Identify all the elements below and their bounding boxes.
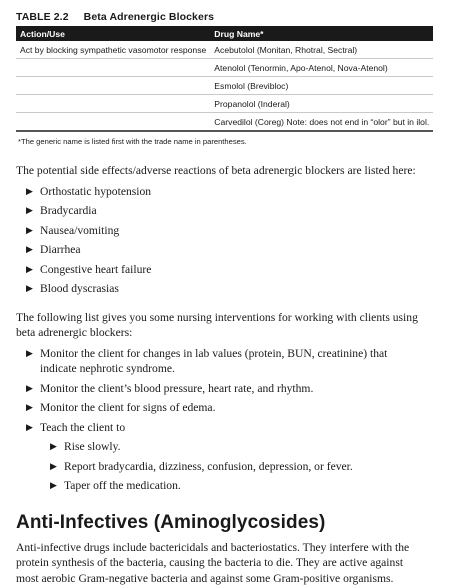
list-item-text: Congestive heart failure <box>40 263 151 276</box>
table-cell-action: Act by blocking sympathetic vasomotor response <box>16 41 210 59</box>
list-item <box>16 381 421 397</box>
list-item <box>16 184 421 200</box>
table-row <box>16 95 433 113</box>
right-triangle-bullet-icon: ▶ <box>50 478 57 494</box>
list-item <box>16 203 421 219</box>
table-number: TABLE 2.2 <box>16 11 69 23</box>
interventions-list <box>16 346 421 494</box>
table-cell-action <box>16 77 210 95</box>
right-triangle-bullet-icon: ▶ <box>26 262 33 278</box>
list-item-text: Taper off the medication. <box>64 479 181 492</box>
list-item <box>16 400 421 416</box>
list-item-text: Rise slowly. <box>64 440 121 453</box>
right-triangle-bullet-icon: ▶ <box>26 420 33 436</box>
table-cell-action <box>16 59 210 77</box>
list-item-text: Monitor the client’s blood pressure, heart rate, and rhythm. <box>40 382 313 395</box>
list-item <box>16 262 421 278</box>
list-item-text: Orthostatic hypotension <box>40 185 151 198</box>
table-cell-drug: Esmolol (Brevibloc) <box>210 77 433 95</box>
table-title: Beta Adrenergic Blockers <box>84 11 214 23</box>
right-triangle-bullet-icon: ▶ <box>26 242 33 258</box>
list-item <box>16 281 421 297</box>
table-cell-drug: Atenolol (Tenormin, Apo-Atenol, Nova-Atenol) <box>210 59 433 77</box>
interventions-intro: The following list gives you some nursing interventions for working with clients using beta adrenergic blockers: <box>16 310 421 341</box>
beta-blockers-table <box>16 26 433 132</box>
right-triangle-bullet-icon: ▶ <box>26 223 33 239</box>
table-row <box>16 77 433 95</box>
teach-client-sublist <box>40 439 421 494</box>
list-item-text: Blood dyscrasias <box>40 282 119 295</box>
list-item <box>16 242 421 258</box>
table-row <box>16 41 433 59</box>
list-item-text: Report bradycardia, dizziness, confusion, depression, or fever. <box>64 460 353 473</box>
right-triangle-bullet-icon: ▶ <box>26 346 33 362</box>
table-header-row <box>16 26 433 41</box>
list-item-text: Bradycardia <box>40 204 97 217</box>
header-action-use: Action/Use <box>16 26 210 41</box>
section-heading: Anti-Infectives (Aminoglycosides) <box>16 512 421 534</box>
right-triangle-bullet-icon: ▶ <box>26 400 33 416</box>
list-item <box>40 439 421 455</box>
table-row <box>16 113 433 132</box>
list-item-text: Monitor the client for changes in lab values (protein, BUN, creatinine) that indicate nephrotic syndrome. <box>40 347 387 376</box>
table-footnote: *The generic name is listed first with the trade name in parentheses. <box>16 137 421 146</box>
list-item <box>16 420 421 494</box>
right-triangle-bullet-icon: ▶ <box>26 184 33 200</box>
table-cell-action <box>16 95 210 113</box>
list-item <box>40 478 421 494</box>
table-cell-action <box>16 113 210 132</box>
list-item <box>16 223 421 239</box>
table-row <box>16 59 433 77</box>
section-paragraph: Anti-infective drugs include bactericidals and bacteriostatics. They interfere with the protein synthesis of the bacteria, causing the bacteria to die. They are active against most aerobic Gram-negative bacteria and against some Gram-positive organisms. <box>16 540 421 586</box>
right-triangle-bullet-icon: ▶ <box>26 203 33 219</box>
right-triangle-bullet-icon: ▶ <box>50 439 57 455</box>
right-triangle-bullet-icon: ▶ <box>50 459 57 475</box>
list-item-text: Diarrhea <box>40 243 81 256</box>
list-item-text: Nausea/vomiting <box>40 224 119 237</box>
side-effects-intro: The potential side effects/adverse reactions of beta adrenergic blockers are listed here: <box>16 163 421 179</box>
table-caption <box>16 11 421 23</box>
list-item-text: Teach the client to <box>40 421 125 434</box>
table-cell-drug: Propanolol (Inderal) <box>210 95 433 113</box>
list-item-text: Monitor the client for signs of edema. <box>40 401 215 414</box>
table-cell-drug: Acebutolol (Monitan, Rhotral, Sectral) <box>210 41 433 59</box>
right-triangle-bullet-icon: ▶ <box>26 381 33 397</box>
side-effects-list <box>16 184 421 297</box>
page <box>16 11 421 586</box>
list-item <box>16 346 421 377</box>
table-cell-drug: Carvedilol (Coreg) Note: does not end in “olor” but in ilol. <box>210 113 433 132</box>
right-triangle-bullet-icon: ▶ <box>26 281 33 297</box>
list-item <box>40 459 421 475</box>
header-drug-name: Drug Name* <box>210 26 433 41</box>
